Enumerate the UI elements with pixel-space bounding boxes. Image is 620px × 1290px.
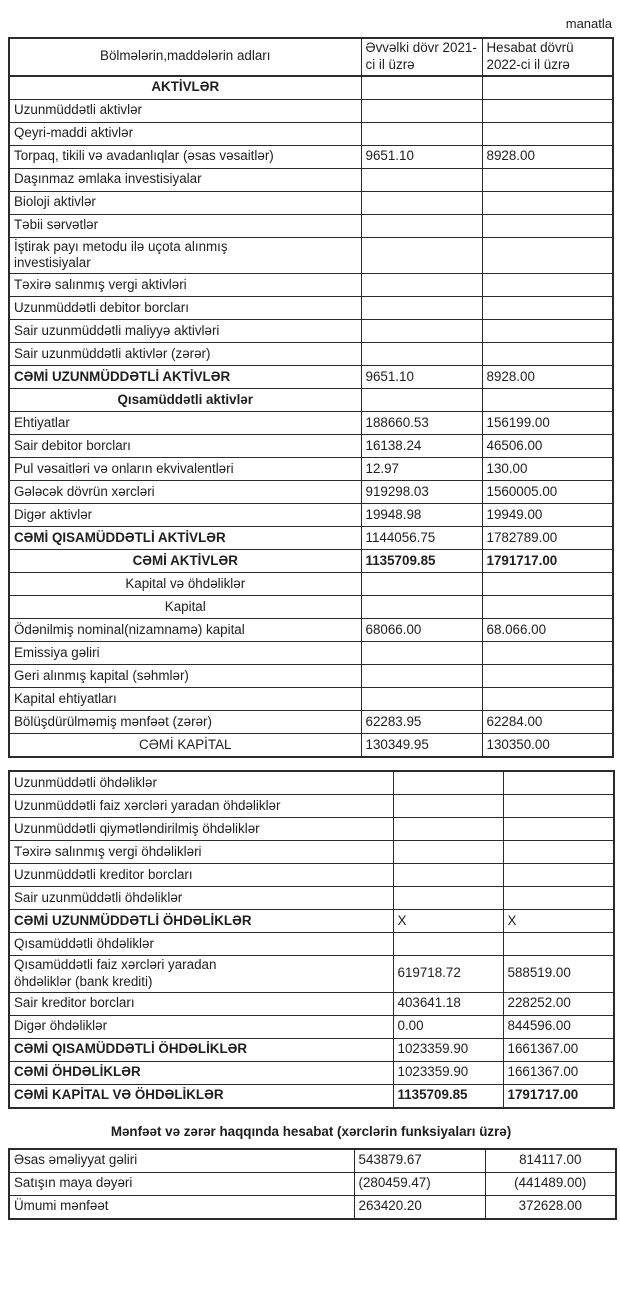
value-previous-period [361,665,482,688]
row-label: AKTİVLƏR [9,76,361,100]
row-label: Uzunmüddətli öhdəliklər [9,771,393,795]
value-previous-period [361,343,482,366]
value-previous-period: 16138.24 [361,435,482,458]
table-row [9,504,613,527]
table-row [9,122,613,145]
balance-sheet-table [8,37,614,758]
table-row [9,665,613,688]
table-row [9,841,614,864]
liabilities-table [8,770,615,1109]
row-label: İştirak payı metodu ilə uçota alınmış investisiyalar [9,237,361,274]
column-header-report-period: Hesabat dövrü 2022-ci il üzrə [482,38,613,76]
value-previous-period: (280459.47) [354,1172,485,1195]
row-label: Ümumi mənfəət [9,1195,354,1219]
value-report-period: 228252.00 [503,992,614,1015]
value-previous-period [361,214,482,237]
row-label: Sair debitor borcları [9,435,361,458]
value-previous-period [361,389,482,412]
value-previous-period [361,237,482,274]
row-label: Qeyri-maddi aktivlər [9,122,361,145]
value-previous-period [393,841,503,864]
table-row [9,771,614,795]
table-row [9,274,613,297]
value-previous-period [393,864,503,887]
table-row [9,366,613,389]
row-label: CƏMİ UZUNMÜDDƏTLİ AKTİVLƏR [9,366,361,389]
value-previous-period [361,274,482,297]
value-report-period [482,642,613,665]
value-report-period [482,688,613,711]
row-label: Ödənilmiş nominal(nizamnamə) kapital [9,619,361,642]
value-previous-period: 12.97 [361,458,482,481]
value-previous-period [361,573,482,596]
row-label: Sair uzunmüddətli aktivlər (zərər) [9,343,361,366]
table-row [9,389,613,412]
value-previous-period: 1135709.85 [361,550,482,573]
value-previous-period [393,795,503,818]
table-row [9,864,614,887]
value-previous-period [361,191,482,214]
value-report-period [482,274,613,297]
column-header-item-names: Bölmələrin,maddələrin adları [9,38,361,76]
table-row [9,297,613,320]
value-report-period [482,191,613,214]
value-previous-period [361,688,482,711]
value-previous-period: 9651.10 [361,145,482,168]
value-report-period: 130.00 [482,458,613,481]
value-report-period [482,168,613,191]
table-row [9,1061,614,1084]
value-previous-period: 263420.20 [354,1195,485,1219]
table-row [9,237,613,274]
row-label: CƏMİ AKTİVLƏR [9,550,361,573]
row-label: Uzunmüddətli qiymətləndirilmiş öhdəliklər [9,818,393,841]
value-previous-period [361,596,482,619]
row-label: Qısamüddətli aktivlər [9,389,361,412]
value-report-period: 19949.00 [482,504,613,527]
value-report-period [503,864,614,887]
value-previous-period [393,933,503,956]
row-label: Uzunmüddətli aktivlər [9,99,361,122]
value-report-period [482,297,613,320]
table-row [9,1038,614,1061]
table-row [9,527,613,550]
table-row [9,933,614,956]
value-previous-period: X [393,910,503,933]
table-row [9,642,613,665]
value-report-period: 1791717.00 [503,1084,614,1108]
value-report-period [503,795,614,818]
row-label: CƏMİ KAPİTAL [9,734,361,758]
row-label: Təxirə salınmış vergi aktivləri [9,274,361,297]
table-row [9,550,613,573]
row-label: CƏMİ KAPİTAL VƏ ÖHDƏLİKLƏR [9,1084,393,1108]
income-statement-title: Mənfəət və zərər haqqında hesabat (xərclərin funksiyaları üzrə) [110,1123,512,1139]
value-previous-period: 68066.00 [361,619,482,642]
row-label: Bioloji aktivlər [9,191,361,214]
table-row [9,887,614,910]
row-label: Təbii sərvətlər [9,214,361,237]
row-label: Qısamüddətli faiz xərcləri yaradan öhdəliklər (bank krediti) [9,956,393,993]
row-label: CƏMİ ÖHDƏLİKLƏR [9,1061,393,1084]
value-previous-period [361,168,482,191]
value-previous-period [393,887,503,910]
value-report-period [482,665,613,688]
table-row [9,320,613,343]
value-report-period [482,76,613,100]
value-report-period: 130350.00 [482,734,613,758]
value-previous-period: 19948.98 [361,504,482,527]
value-previous-period: 403641.18 [393,992,503,1015]
value-report-period: 588519.00 [503,956,614,993]
value-previous-period: 1023359.90 [393,1038,503,1061]
row-label: Geri alınmış kapital (səhmlər) [9,665,361,688]
value-previous-period [361,297,482,320]
value-previous-period: 1135709.85 [393,1084,503,1108]
value-report-period [503,841,614,864]
table-row [9,76,613,100]
row-label: Təxirə salınmış vergi öhdəlikləri [9,841,393,864]
value-report-period [482,237,613,274]
value-previous-period: 188660.53 [361,412,482,435]
row-label: Digər öhdəliklər [9,1015,393,1038]
value-previous-period: 1144056.75 [361,527,482,550]
row-label: Ehtiyatlar [9,412,361,435]
row-label: Əsas əməliyyat gəliri [9,1149,354,1173]
currency-unit-note: manatla [565,16,612,31]
row-label: Satışın maya dəyəri [9,1172,354,1195]
row-label: Bölüşdürülməmiş mənfəət (zərər) [9,711,361,734]
value-report-period: 1661367.00 [503,1061,614,1084]
row-label: Pul vəsaitləri və onların ekvivalentləri [9,458,361,481]
value-report-period: 844596.00 [503,1015,614,1038]
value-previous-period: 619718.72 [393,956,503,993]
value-previous-period [393,771,503,795]
value-report-period [482,320,613,343]
value-report-period [482,343,613,366]
value-report-period [503,887,614,910]
table-row [9,1149,616,1173]
row-label: CƏMİ QISAMÜDDƏTLİ ÖHDƏLİKLƏR [9,1038,393,1061]
value-report-period [482,122,613,145]
row-label: Kapital və öhdəliklər [9,573,361,596]
value-report-period [482,596,613,619]
table-row [9,191,613,214]
table-row [9,435,613,458]
table-row [9,214,613,237]
table-row [9,910,614,933]
table-row [9,795,614,818]
table-row [9,1015,614,1038]
column-header-previous-period: Əvvəlki dövr 2021-ci il üzrə [361,38,482,76]
value-previous-period: 130349.95 [361,734,482,758]
table-row [9,596,613,619]
table-row [9,734,613,758]
table-row [9,99,613,122]
value-report-period: 8928.00 [482,366,613,389]
value-report-period: 68.066.00 [482,619,613,642]
value-report-period [482,99,613,122]
value-report-period [503,933,614,956]
table-row [9,688,613,711]
value-report-period: 1782789.00 [482,527,613,550]
table-row [9,1084,614,1108]
value-previous-period: 62283.95 [361,711,482,734]
value-report-period [503,818,614,841]
value-report-period: 1560005.00 [482,481,613,504]
table-row [9,818,614,841]
row-label: Qısamüddətli öhdəliklər [9,933,393,956]
value-report-period: 46506.00 [482,435,613,458]
table-row [9,711,613,734]
value-report-period [482,389,613,412]
income-statement-table [8,1148,617,1220]
table-row [9,458,613,481]
row-label: Uzunmüddətli debitor borcları [9,297,361,320]
table-row [9,1195,616,1219]
value-report-period [482,573,613,596]
value-report-period [503,771,614,795]
table-row [9,343,613,366]
value-previous-period: 0.00 [393,1015,503,1038]
balance-sheet-header-row [9,38,613,76]
table-row [9,573,613,596]
table-row [9,412,613,435]
row-label: Sair kreditor borcları [9,992,393,1015]
table-row [9,992,614,1015]
table-row [9,956,614,993]
value-report-period: (441489.00) [485,1172,616,1195]
row-label: Kapital ehtiyatları [9,688,361,711]
value-previous-period: 9651.10 [361,366,482,389]
table-row [9,145,613,168]
row-label: Digər aktivlər [9,504,361,527]
table-row [9,168,613,191]
value-report-period: 1791717.00 [482,550,613,573]
value-report-period: 62284.00 [482,711,613,734]
value-report-period: 814117.00 [485,1149,616,1173]
row-label: Torpaq, tikili və avadanlıqlar (əsas vəsaitlər) [9,145,361,168]
row-label: Gələcək dövrün xərcləri [9,481,361,504]
row-label: Sair uzunmüddətli maliyyə aktivləri [9,320,361,343]
table-row [9,1172,616,1195]
row-label: Uzunmüddətli faiz xərcləri yaradan öhdəliklər [9,795,393,818]
value-report-period: 1661367.00 [503,1038,614,1061]
value-report-period [482,214,613,237]
row-label: CƏMİ UZUNMÜDDƏTLİ ÖHDƏLİKLƏR [9,910,393,933]
financial-report-page [0,16,620,1220]
value-previous-period [361,320,482,343]
value-report-period: X [503,910,614,933]
row-label: Sair uzunmüddətli öhdəliklər [9,887,393,910]
row-label: CƏMİ QISAMÜDDƏTLİ AKTİVLƏR [9,527,361,550]
row-label: Emissiya gəliri [9,642,361,665]
table-row [9,481,613,504]
value-previous-period [361,99,482,122]
value-report-period: 8928.00 [482,145,613,168]
value-previous-period: 919298.03 [361,481,482,504]
value-previous-period: 543879.67 [354,1149,485,1173]
row-label: Kapital [9,596,361,619]
value-report-period: 372628.00 [485,1195,616,1219]
value-previous-period [361,76,482,100]
row-label: Uzunmüddətli kreditor borcları [9,864,393,887]
value-previous-period [393,818,503,841]
value-report-period: 156199.00 [482,412,613,435]
row-label: Daşınmaz əmlaka investisiyalar [9,168,361,191]
table-row [9,619,613,642]
value-previous-period [361,122,482,145]
value-previous-period: 1023359.90 [393,1061,503,1084]
value-previous-period [361,642,482,665]
